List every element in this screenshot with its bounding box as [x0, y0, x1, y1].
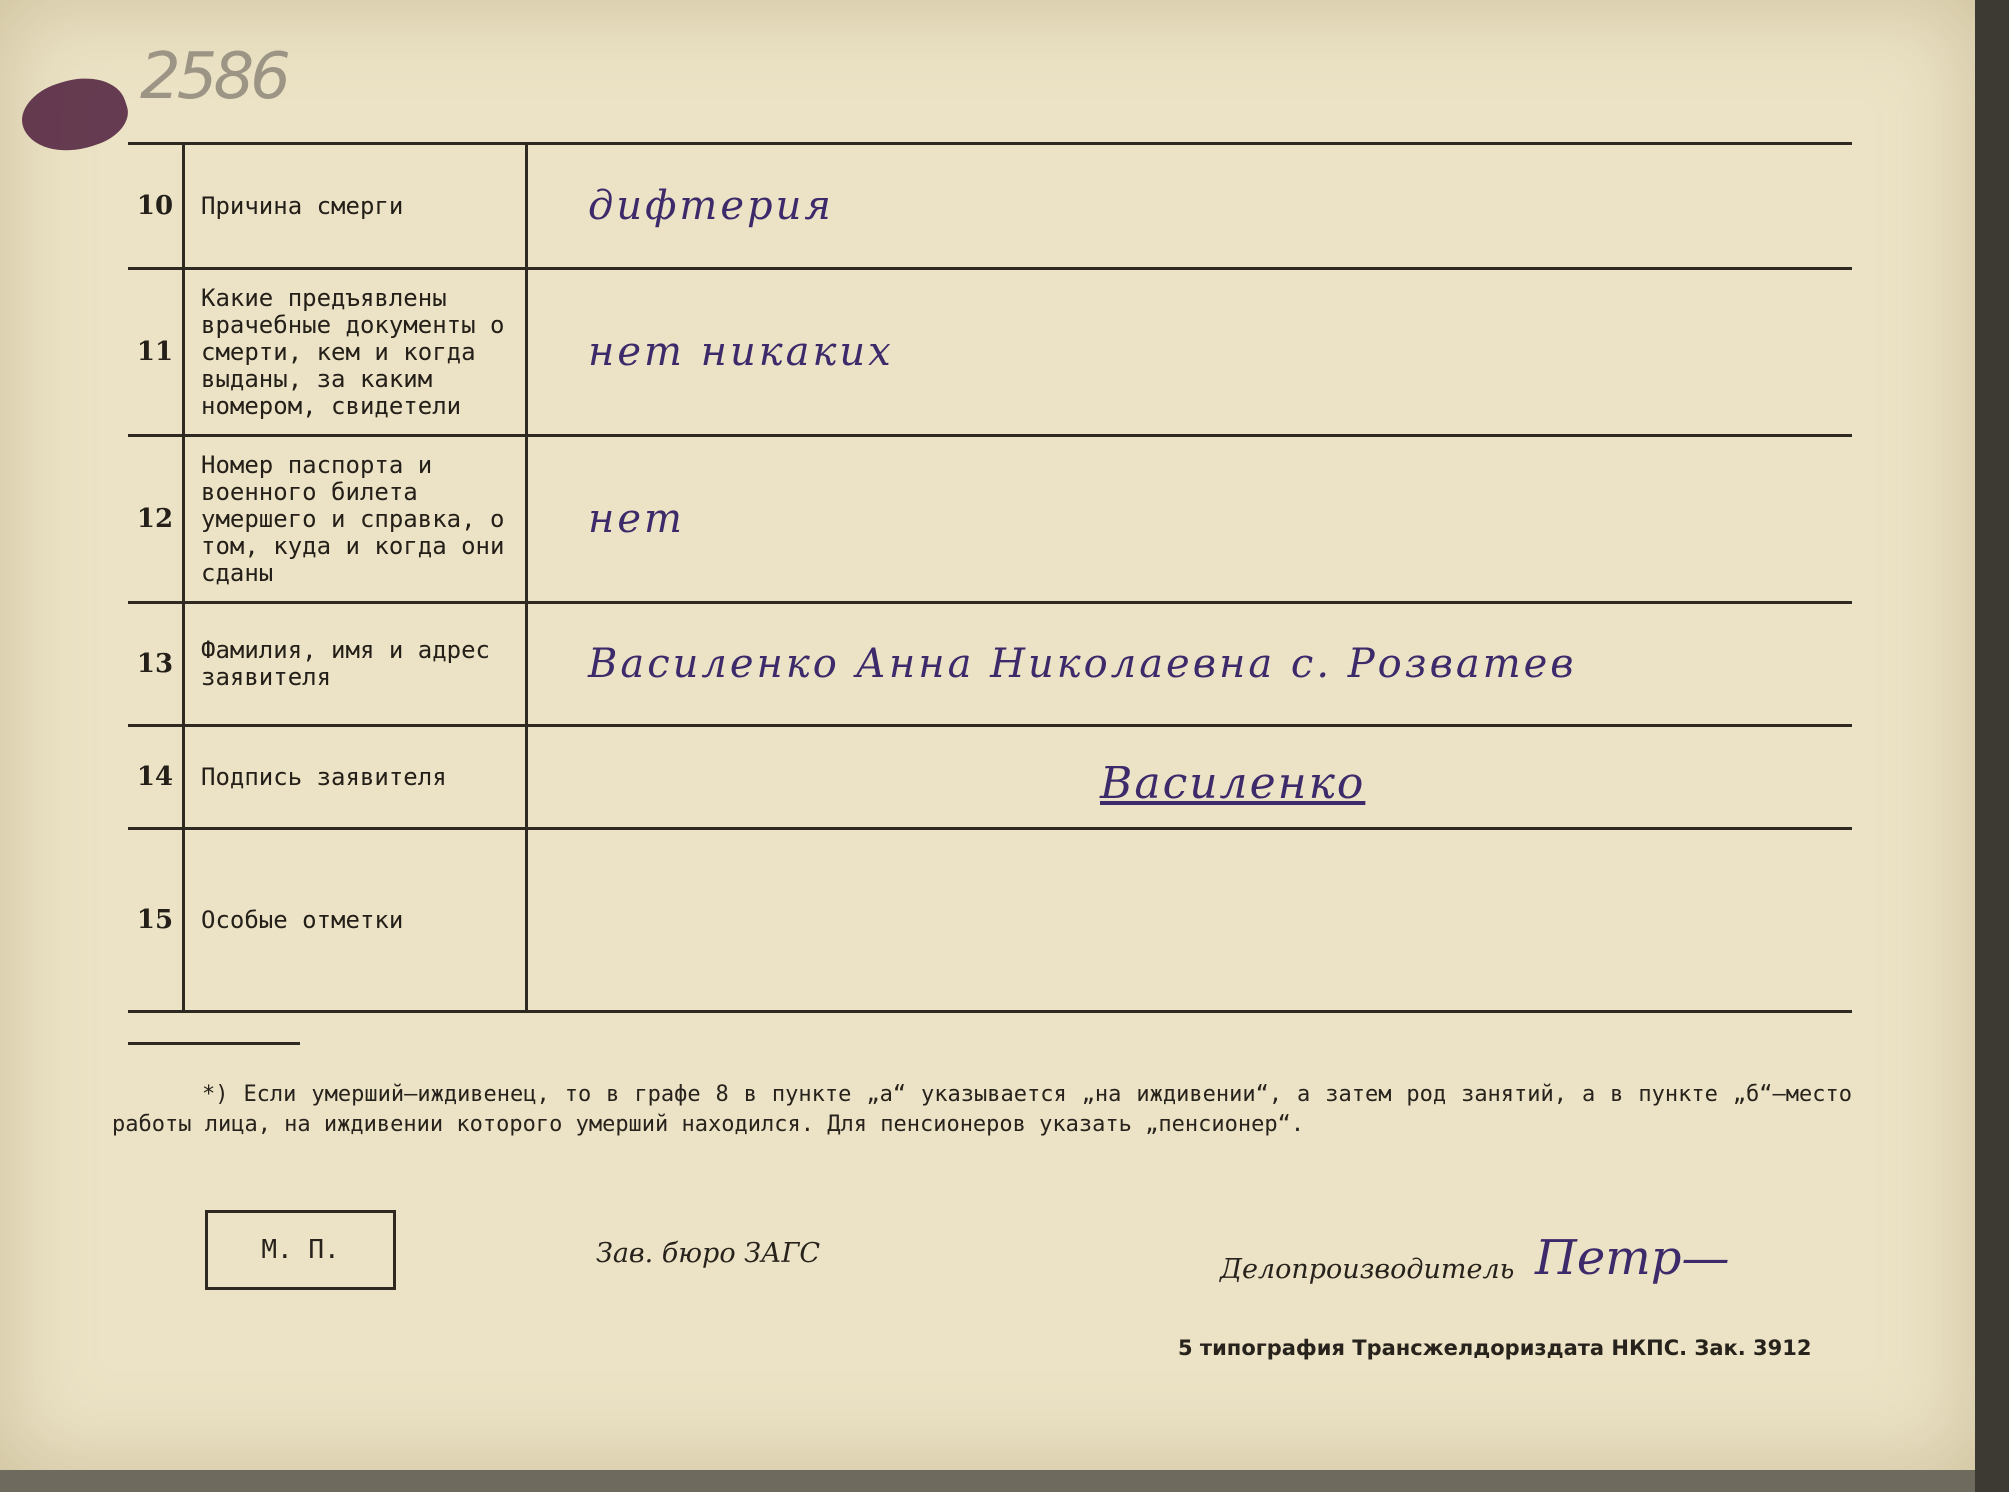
page-number: 2586: [140, 40, 287, 114]
form-row-12: [128, 436, 1852, 603]
form-row-11: [128, 269, 1852, 436]
row-label: Подпись заявителя: [184, 726, 527, 829]
clerk-signature: Петр—: [1535, 1230, 1730, 1286]
row-label: Фамилия, имя и адрес заявителя: [184, 603, 527, 726]
row-value: нет никаких: [527, 269, 1853, 436]
row-label: Причина смерги: [184, 144, 527, 269]
row-value: [527, 829, 1853, 1012]
clerk-label: Делопроизводитель: [1220, 1254, 1515, 1285]
applicant-signature: Василенко: [1100, 758, 1366, 809]
ink-stain: [14, 65, 135, 164]
row-label: Какие предъявлены врачебные документы о смерти, кем и когда выданы, за каким номером, свидетели: [184, 269, 527, 436]
row-label: Номер паспорта и военного билета умершего и справка, о том, куда и когда они сданы: [184, 436, 527, 603]
row-value: дифтерия: [527, 144, 1853, 269]
stamp-place-box: [205, 1210, 396, 1290]
row-number: 13: [128, 603, 184, 726]
row-value: нет: [527, 436, 1853, 603]
footnote-divider: [128, 1042, 300, 1045]
printer-info: 5 типография Трансжелдориздата НКПС. Зак. 3912: [1178, 1336, 1812, 1360]
row-number: 15: [128, 829, 184, 1012]
scan-edge: [1975, 0, 2009, 1492]
row-number: 10: [128, 144, 184, 269]
stamp-place-label: М. П.: [261, 1235, 340, 1265]
row-number: 12: [128, 436, 184, 603]
form-row-10: [128, 144, 1852, 269]
form-table: [128, 142, 1852, 1013]
form-row-13: [128, 603, 1852, 726]
row-number: 11: [128, 269, 184, 436]
row-value: Василенко Анна Николаевна с. Розватев: [527, 603, 1853, 726]
footnote: *) Если умерший—иждивенец, то в графе 8 в пункте „а“ указывается „на иждивении“, а затем род занятий, а в пункте „б“—место работы лица, на иждивении которого умерший находился. Для пенсионеров указать „пенсионер“.: [112, 1082, 1852, 1137]
office-label: Зав. бюро ЗАГС: [596, 1238, 820, 1269]
row-number: 14: [128, 726, 184, 829]
form-row-15: [128, 829, 1852, 1012]
form-row-14: [128, 726, 1852, 829]
row-label: Особые отметки: [184, 829, 527, 1012]
